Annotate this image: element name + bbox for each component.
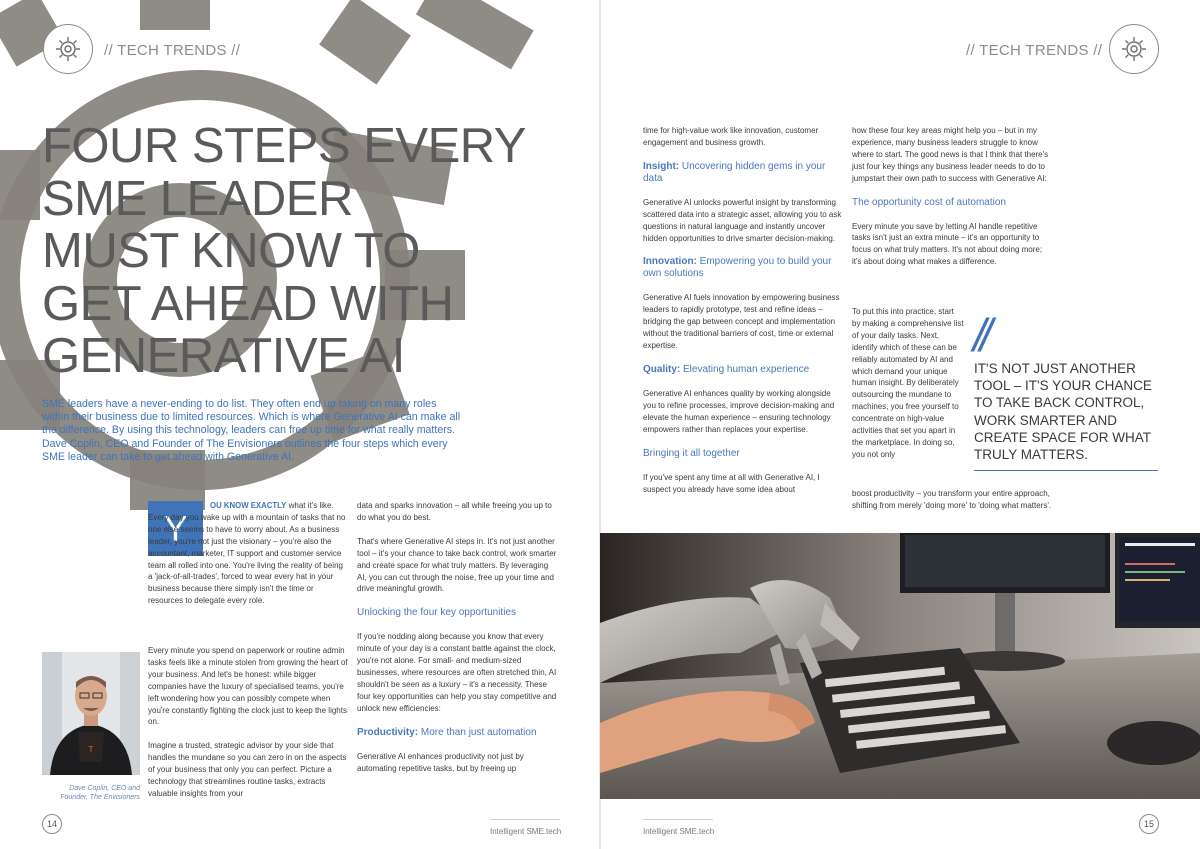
body-column-4 xyxy=(852,125,1052,280)
subheading: Unlocking the four key opportunities xyxy=(357,607,516,619)
headline-line: MUST KNOW TO xyxy=(42,224,420,278)
svg-text:T: T xyxy=(88,745,94,754)
subheading-bold: Productivity: xyxy=(357,726,419,738)
subheading-rest: Empowering you to build your own solutions xyxy=(643,256,832,280)
paragraph: time for high-value work like innovation, customer engagement and business growth. xyxy=(643,126,819,147)
paragraph: Every minute you spend on paperwork or routine admin tasks feels like a minute stolen from growing the heart of your business. And let's be honest: while bigger companies have the luxury of specialised teams, you're left wondering how you can possibly compete when you're constantly fighting the clock just to keep the lights on. xyxy=(148,646,348,727)
pull-quote-mark: // xyxy=(973,309,987,361)
publication-name-left: Intelligent SME.tech xyxy=(490,827,562,836)
subheading-rest: Elevating human experience xyxy=(680,363,810,375)
paragraph: To put this into practice, start by making a comprehensive list of your daily tasks. Next, identify which of these can be reliably automated by AI and which demand your unique human insight. By deliberately outsourcing the mundane to machines, you free yourself to concentrate on high-value activities that set you apart in the marketplace. In doing so, you not only xyxy=(852,307,964,459)
subheading-bold: Insight: xyxy=(643,160,680,172)
subheading-rest: Uncovering hidden gems in your data xyxy=(643,160,826,184)
subheading-bold: Innovation: xyxy=(643,256,697,268)
paragraph: data and sparks innovation – all while freeing you up to do what you do best. xyxy=(357,501,552,522)
paragraph: If you've spent any time at all with Generative AI, I suspect you already have some idea about xyxy=(643,472,820,494)
publication-name-right: Intelligent SME.tech xyxy=(643,827,715,836)
gear-icon xyxy=(1109,24,1159,74)
body-column-3 xyxy=(643,125,843,507)
subheading-rest: More than just automation xyxy=(418,726,537,738)
subheading xyxy=(643,364,843,376)
headline-line: GET AHEAD WITH xyxy=(42,276,454,331)
footer-rule-right xyxy=(643,819,713,820)
section-tag-left: // TECH TRENDS // xyxy=(104,42,241,59)
body-column-4-wide xyxy=(852,488,1052,524)
paragraph: Imagine a trusted, strategic advisor by your side that handles the mundane so you can zero in on the aspects of your business that only you can perfect. Picture a technology that streamlines routine tasks, extracts valuable insights from your xyxy=(148,741,347,798)
headline-line: GENERATIVE AI xyxy=(42,329,405,383)
paragraph-text: what it's like. Every day you wake up with a mountain of tasks that no one else seems to have to worry about. As a business leader, you're not just the visionary – you're also the accountant, marketer, IT support and customer service team all rolled into one. You're living the reality of being a 'jack-of-all-trades', forced to wear every hat in your business because there simply isn't the time or resources to delegate every role. xyxy=(148,501,346,606)
subheading-bold: Quality: xyxy=(643,363,681,375)
paragraph: Every minute you save by letting AI handle repetitive tasks isn't just an extra minute – it's an opportunity to focus on what truly matters. It's not about doing more; it's about doing what makes a difference. xyxy=(852,221,1043,267)
pull-quote: IT'S NOT JUST ANOTHER TOOL – IT'S YOUR CHANCE TO TAKE BACK CONTROL, WORK SMARTER AND CREATE SPACE FOR WHAT TRULY MATTERS. xyxy=(974,361,1152,463)
body-column-1-lower xyxy=(148,645,348,812)
paragraph: Generative AI enhances productivity not just by automating repetitive tasks, but by freeing up xyxy=(357,751,524,773)
body-column-4-narrow xyxy=(852,306,964,473)
drop-cap: Y xyxy=(148,501,203,556)
subheading: The opportunity cost of automation xyxy=(852,196,1006,208)
body-column-1 xyxy=(148,500,348,619)
subheading xyxy=(643,161,843,185)
subheading xyxy=(357,727,557,739)
paragraph: Generative AI fuels innovation by empowering business leaders to rapidly prototype, test and refine ideas – bridging the gap between concept and implementation without the traditional barriers of cost, time or external expertise. xyxy=(643,293,840,351)
pull-quote-rule xyxy=(974,470,1158,471)
article-standfirst: SME leaders have a never-ending to do list. They often end up taking on many roles within their business due to limited resources. Which is where Generative AI can make all the difference. By using this technology, leaders can free up time for what really matters. Dave Coplin, CEO and Founder of The Envisioners outlines the four steps which every SME leader can take to get ahead with Generative AI. xyxy=(42,398,461,463)
paragraph: Generative AI enhances quality by working alongside you to refine processes, improve decision-making and elevate the human experience – ensuring technology empowers rather than replaces your expertise. xyxy=(643,388,835,434)
page-number-left: 14 xyxy=(42,814,62,834)
paragraph: Generative AI unlocks powerful insight by transforming scattered data into a strategic asset, allowing you to ask questions in natural language and instantly uncover hidden opportunities to drive smarter decision-making. xyxy=(643,197,842,243)
page-number-right: 15 xyxy=(1139,814,1159,834)
paragraph: boost productivity – you transform your entire approach, shifting from merely 'doing more' to 'doing what matters'. xyxy=(852,489,1052,510)
paragraph: If you're nodding along because you know that every minute of your day is a constant battle against the clock, you're not alone. For small- and medium-sized businesses, where resources are often stretched thin, AI shouldn't be seen as a luxury – it's a necessity. These four key opportunities can help you stay competitive and unlock new efficiencies: xyxy=(357,632,557,713)
robot-keyboard-photo xyxy=(600,533,1200,799)
lead-in: OU KNOW EXACTLY xyxy=(210,501,287,510)
body-column-2 xyxy=(357,500,557,787)
paragraph: That's where Generative AI steps in. It's not just another tool – it's your chance to take back control, work smarter and create space for what truly matters. By leveraging AI, you can cut through the noise, free up your time and drive meaningful growth. xyxy=(357,536,557,594)
gear-icon xyxy=(43,24,93,74)
subheading xyxy=(643,256,843,280)
subheading: Bringing it all together xyxy=(643,447,740,459)
footer-rule-left xyxy=(490,819,560,820)
portrait-caption: Dave Coplin, CEO and Founder, The Envisioners xyxy=(60,785,140,801)
headline-line: FOUR STEPS EVERY xyxy=(42,119,526,173)
author-portrait xyxy=(42,652,140,775)
article-headline xyxy=(42,120,562,383)
section-tag-right: // TECH TRENDS // xyxy=(966,42,1103,59)
paragraph: how these four key areas might help you – but in my experience, many business leaders struggle to know where to start. The good news is that I think that there's just four key things any business leader needs to do to jumpstart their own path to success with Generative AI: xyxy=(852,126,1049,183)
headline-line: SME LEADER xyxy=(42,171,353,226)
